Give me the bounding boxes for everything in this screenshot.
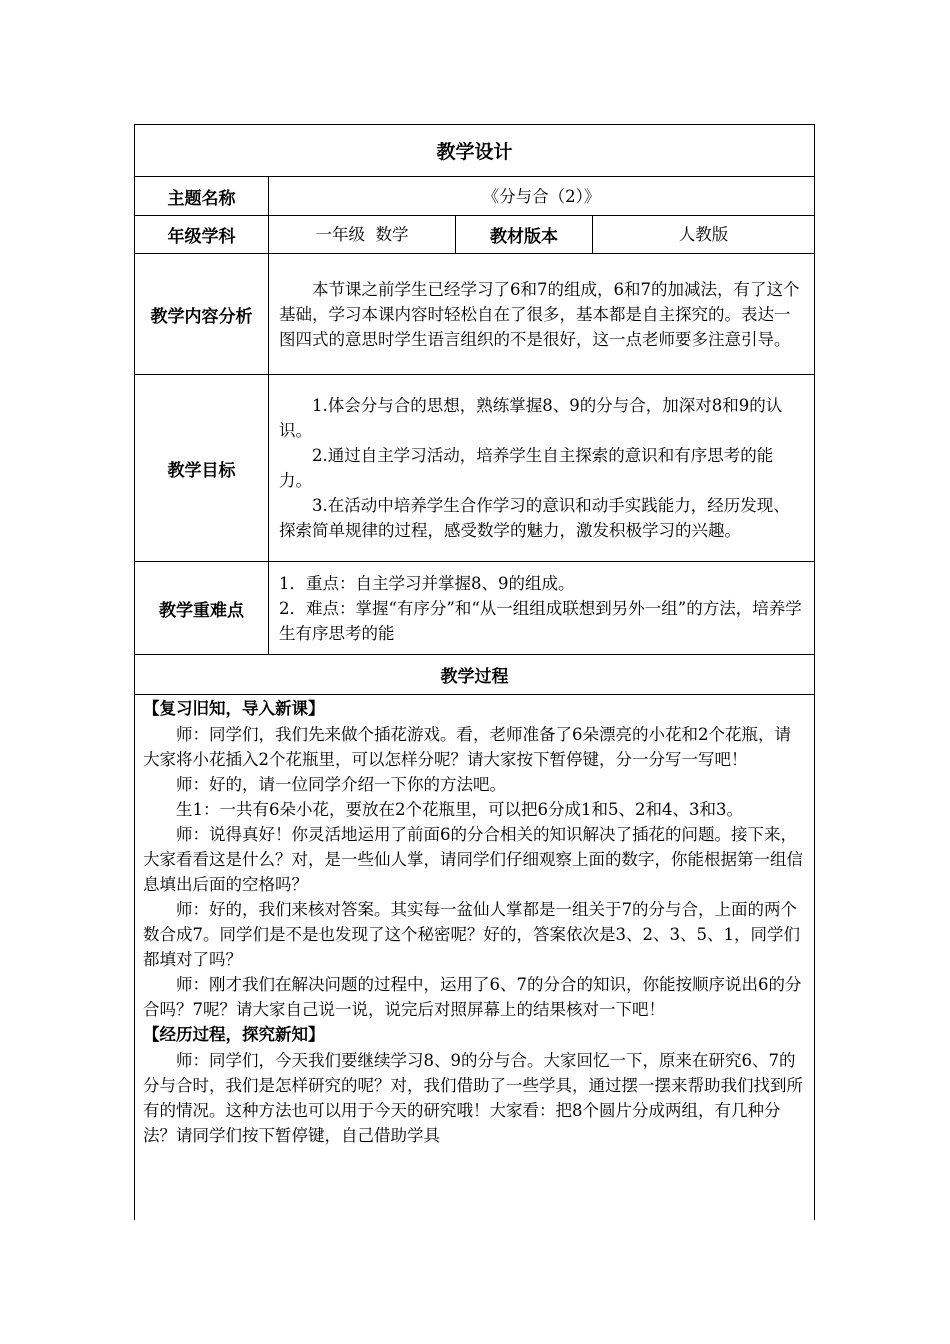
goals-row (135, 375, 814, 562)
lesson-plan-table (134, 124, 815, 1220)
section-heading: 【复习旧知，导入新课】 (143, 699, 325, 718)
topic-row (135, 177, 814, 216)
key-points-label: 教学重难点 (135, 562, 269, 654)
goal-item: 1.体会分与合的思想，熟练掌握8、9的分与合，加深对8和9的认识。 (279, 396, 783, 440)
topic-label: 主题名称 (135, 177, 269, 215)
process-paragraph: 生1：一共有6朵小花，要放在2个花瓶里，可以把6分成1和5、2和4、3和3。 (176, 800, 743, 819)
topic-value: 《分与合（2）》 (482, 186, 601, 206)
analysis-text: 本节课之前学生已经学习了6和7的组成，6和7的加减法，有了这个基础，学习本课内容时轻松自在了很多，基本都是自主探究的。表达一图四式的意思时学生语言组织的不是很好，这一点老师要多注意引导。 (279, 279, 800, 349)
goal-item: 2.通过自主学习活动，培养学生自主探索的意识和有序思考的能力。 (279, 446, 774, 490)
grade-value: 一年级 数学 (269, 216, 456, 253)
analysis-label: 教学内容分析 (135, 254, 269, 374)
process-label: 教学过程 (440, 667, 509, 687)
process-paragraph: 师：同学们，今天我们要继续学习8、9的分与合。大家回忆一下，原来在研究6、7的分与合时，我们是怎样研究的呢？对，我们借助了一些学具，通过摆一摆来帮助我们找到所有的情况。这种方法也可以用于今天的研究哦！大家看：把8个圆片分成两组，有几种分法？请同学们按下暂停键，自己借助学具 (143, 1051, 803, 1145)
textbook-label: 教材版本 (456, 216, 593, 253)
process-paragraph: 师：同学们，我们先来做个插花游戏。看，老师准备了6朵漂亮的小花和2个花瓶，请大家将小花插入2个花瓶里，可以怎样分呢？请大家按下暂停键，分一分写一写吧！ (143, 725, 791, 769)
analysis-cell (269, 254, 814, 374)
process-header-row (135, 655, 814, 695)
goal-item: 3.在活动中培养学生合作学习的意识和动手实践能力，经历发现、探索简单规律的过程，感受数学的魅力，激发积极学习的兴趣。 (279, 496, 790, 540)
key-point-item: 1．重点：自主学习并掌握8、9的组成。 (279, 573, 575, 593)
grade-label: 年级学科 (135, 216, 269, 253)
grade-row (135, 216, 814, 254)
process-paragraph: 师：刚才我们在解决问题的过程中，运用了6、7的分合的知识，你能按顺序说出6的分合吗？7呢？请大家自己说一说，说完后对照屏幕上的结果核对一下吧！ (143, 975, 802, 1019)
process-paragraph: 师：说得真好！你灵活地运用了前面6的分合相关的知识解决了插花的问题。接下来，大家看看这是什么？对，是一些仙人掌，请同学们仔细观察上面的数字，你能根据第一组信息填出后面的空格吗？ (143, 825, 803, 894)
key-point-item: 2．难点：掌握“有序分”和“从一组组成联想到另外一组”的方法，培养学生有序思考的能 (279, 598, 802, 643)
section-heading: 【经历过程，探究新知】 (143, 1025, 325, 1044)
key-points-cell (269, 562, 814, 654)
process-paragraph: 师：好的，请一位同学介绍一下你的方法吧。 (176, 775, 506, 794)
textbook-value: 人教版 (678, 225, 729, 244)
process-body (135, 696, 814, 1148)
goals-label: 教学目标 (135, 375, 269, 561)
analysis-row (135, 254, 814, 375)
goals-cell (269, 375, 814, 561)
page-title: 教学设计 (436, 141, 513, 163)
key-points-row (135, 562, 814, 655)
process-paragraph: 师：好的，我们来核对答案。其实每一盆仙人掌都是一组关于7的分与合，上面的两个数合成7。同学们是不是也发现了这个秘密呢？好的，答案依次是3、2、3、5、1，同学们都填对了吗？ (143, 900, 800, 969)
title-row (135, 125, 814, 177)
